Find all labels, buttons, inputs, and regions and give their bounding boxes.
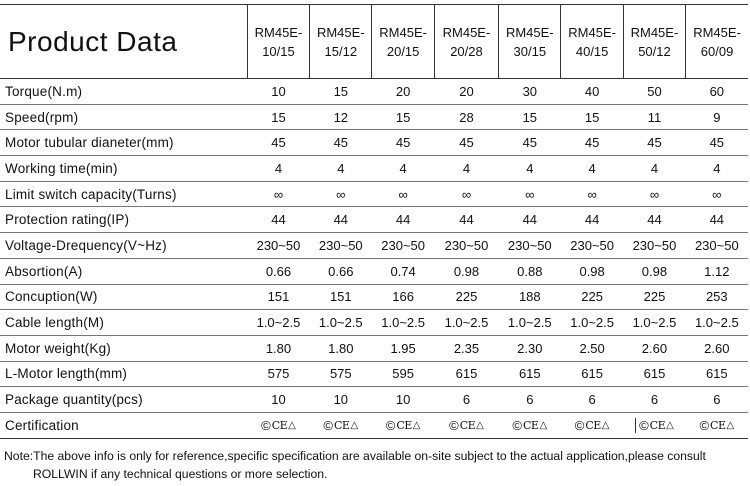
table-cell: 50 [623, 79, 685, 105]
table-cell: 44 [561, 207, 623, 233]
certification-marks-icon [635, 418, 674, 433]
model-series: RM45E- [693, 24, 741, 40]
ce-mark-icon: CE [710, 418, 726, 432]
row-label: Motor tubular dianeter(mm) [0, 130, 247, 156]
row-label: Speed(rpm) [0, 104, 247, 130]
ce-mark-icon: CE [459, 418, 476, 432]
table-cell: ∞ [310, 181, 372, 207]
table-cell: 230~50 [499, 233, 561, 259]
model-series: RM45E- [379, 24, 427, 40]
table-cell: 615 [561, 361, 623, 387]
model-series: RM45E- [568, 24, 616, 40]
model-header [372, 5, 434, 79]
table-cell: 15 [561, 104, 623, 130]
table-cell: 44 [499, 207, 561, 233]
certification-marks-icon [386, 418, 421, 433]
table-cell: 20 [372, 79, 434, 105]
certification-cell [247, 412, 309, 438]
table-cell: 1.0~2.5 [372, 310, 434, 336]
table-cell: ∞ [434, 181, 498, 207]
table-cell: 1.0~2.5 [561, 310, 623, 336]
ccc-mark-icon: © [323, 417, 334, 433]
table-row [0, 310, 748, 336]
row-label: Concuption(W) [0, 284, 247, 310]
table-cell: 45 [310, 130, 372, 156]
row-label: Protection rating(IP) [0, 207, 247, 233]
table-cell: 230~50 [434, 233, 498, 259]
certification-cell [561, 412, 623, 438]
table-cell: 1.0~2.5 [623, 310, 685, 336]
table-cell: 225 [623, 284, 685, 310]
ce-mark-icon: CE [334, 418, 350, 432]
model-spec: 15/12 [324, 43, 358, 59]
table-cell: 2.60 [686, 335, 748, 361]
ce-mark-icon: CE [649, 418, 666, 432]
ccc-mark-icon: © [512, 417, 523, 433]
certification-cell [434, 412, 498, 438]
table-cell: 60 [686, 79, 748, 105]
model-spec: 20/15 [386, 43, 420, 59]
ce-mark-icon: CE [271, 418, 288, 432]
table-cell: 12 [310, 104, 372, 130]
model-header [561, 5, 623, 79]
model-series: RM45E- [630, 24, 679, 40]
table-cell: 6 [434, 387, 498, 413]
table-cell: 40 [561, 79, 623, 105]
table-cell: 575 [310, 361, 372, 387]
table-cell: 4 [499, 156, 561, 182]
table-row [0, 156, 748, 182]
ce-mark-icon: CE [523, 418, 539, 432]
model-header [310, 5, 372, 79]
model-series: RM45E- [316, 24, 365, 40]
model-spec: 40/15 [575, 43, 609, 59]
table-cell: 188 [499, 284, 561, 310]
table-cell: 0.88 [499, 258, 561, 284]
table-row [0, 284, 748, 310]
triangle-mark-icon: △ [726, 419, 735, 431]
table-cell: 45 [686, 130, 748, 156]
table-cell: 230~50 [623, 233, 685, 259]
table-cell: 15 [499, 104, 561, 130]
table-cell: 230~50 [372, 233, 434, 259]
model-series: RM45E- [505, 24, 554, 40]
table-cell: 45 [499, 130, 561, 156]
table-cell: 225 [561, 284, 623, 310]
model-header [686, 5, 748, 79]
certification-marks-icon [575, 418, 610, 433]
triangle-mark-icon: △ [476, 419, 484, 431]
table-cell: 230~50 [561, 233, 623, 259]
certification-marks-icon [512, 418, 547, 433]
table-cell: 4 [247, 156, 309, 182]
table-title: Product Data [0, 5, 247, 79]
table-cell: ∞ [372, 181, 434, 207]
model-spec: 30/15 [513, 43, 547, 59]
ccc-mark-icon: © [639, 417, 649, 433]
footnote-line-1: Note:The above info is only for reference,specific specification are available on-site subject to the actual application,please consult [4, 449, 706, 463]
table-cell: 6 [623, 387, 685, 413]
row-label: Working time(min) [0, 156, 247, 182]
table-cell: 2.60 [623, 335, 685, 361]
table-cell: 1.80 [310, 335, 372, 361]
ccc-mark-icon: © [699, 417, 710, 433]
table-cell: 45 [623, 130, 685, 156]
triangle-mark-icon: △ [666, 419, 674, 431]
table-row [0, 258, 748, 284]
triangle-mark-icon: △ [412, 419, 421, 431]
model-spec: 20/28 [450, 43, 483, 59]
footnote [4, 447, 749, 483]
table-cell: ∞ [623, 181, 685, 207]
ccc-mark-icon: © [261, 417, 271, 433]
table-cell: 6 [686, 387, 748, 413]
table-cell: 20 [434, 79, 498, 105]
certification-cell [310, 412, 372, 438]
table-cell: 615 [499, 361, 561, 387]
table-cell: 4 [310, 156, 372, 182]
row-label: Limit switch capacity(Turns) [0, 181, 247, 207]
table-cell: 44 [686, 207, 748, 233]
certification-marks-icon [261, 418, 296, 433]
table-cell: 0.98 [561, 258, 623, 284]
table-row [0, 361, 748, 387]
table-cell: 6 [499, 387, 561, 413]
model-header [623, 5, 685, 79]
table-cell: 0.98 [623, 258, 685, 284]
ccc-mark-icon: © [385, 417, 396, 433]
table-cell: 1.0~2.5 [247, 310, 309, 336]
product-data-table [0, 4, 748, 439]
model-header [247, 5, 309, 79]
table-row [0, 207, 748, 233]
table-cell: 44 [310, 207, 372, 233]
table-cell: 230~50 [686, 233, 748, 259]
table-cell: ∞ [247, 181, 309, 207]
table-row [0, 387, 748, 413]
table-cell: 1.80 [247, 335, 309, 361]
table-cell: 615 [686, 361, 748, 387]
certification-row [0, 412, 748, 438]
model-header [499, 5, 561, 79]
row-label: Certification [0, 412, 247, 438]
table-cell: 44 [247, 207, 309, 233]
table-cell: 45 [247, 130, 309, 156]
certification-marks-icon [449, 418, 484, 433]
table-cell: 230~50 [310, 233, 372, 259]
table-cell: ∞ [499, 181, 561, 207]
footnote-line-2: ROLLWIN if any technical questions or more selection. [33, 467, 328, 481]
table-cell: 253 [686, 284, 748, 310]
table-cell: 230~50 [247, 233, 309, 259]
table-cell: 15 [372, 104, 434, 130]
table-cell: 45 [372, 130, 434, 156]
row-label: Absortion(A) [0, 258, 247, 284]
certification-cell [623, 412, 685, 438]
table-cell: 1.0~2.5 [310, 310, 372, 336]
table-cell: 4 [434, 156, 498, 182]
model-series: RM45E- [254, 24, 303, 40]
triangle-mark-icon: △ [539, 419, 548, 431]
table-cell: 44 [372, 207, 434, 233]
model-series: RM45E- [442, 24, 491, 40]
model-header [434, 5, 498, 79]
table-cell: 44 [434, 207, 498, 233]
table-cell: 10 [372, 387, 434, 413]
table-cell: 11 [623, 104, 685, 130]
table-cell: 45 [561, 130, 623, 156]
certification-marks-icon [699, 418, 734, 433]
table-cell: 615 [623, 361, 685, 387]
table-row [0, 335, 748, 361]
table-cell: 4 [372, 156, 434, 182]
table-cell: 4 [686, 156, 748, 182]
table-cell: 1.0~2.5 [686, 310, 748, 336]
ce-mark-icon: CE [585, 418, 601, 432]
table-cell: 575 [247, 361, 309, 387]
model-spec: 60/09 [700, 43, 734, 59]
row-label: Package quantity(pcs) [0, 387, 247, 413]
row-label: L-Motor length(mm) [0, 361, 247, 387]
table-cell: ∞ [561, 181, 623, 207]
table-cell: 0.98 [434, 258, 498, 284]
table-cell: 30 [499, 79, 561, 105]
table-cell: 10 [247, 387, 309, 413]
table-cell: 2.50 [561, 335, 623, 361]
table-row [0, 130, 748, 156]
row-label: Torque(N.m) [0, 79, 247, 105]
table-cell: 15 [247, 104, 309, 130]
table-cell: 1.0~2.5 [434, 310, 498, 336]
table-cell: 615 [434, 361, 498, 387]
table-cell: 4 [623, 156, 685, 182]
table-row [0, 79, 748, 105]
table-cell: 151 [310, 284, 372, 310]
ccc-mark-icon: © [449, 417, 459, 433]
triangle-mark-icon: △ [350, 419, 359, 431]
certification-cell [372, 412, 434, 438]
table-row [0, 181, 748, 207]
table-cell: 225 [434, 284, 498, 310]
table-cell: ∞ [686, 181, 748, 207]
table-cell: 28 [434, 104, 498, 130]
ce-mark-icon: CE [396, 418, 412, 432]
triangle-mark-icon: △ [601, 419, 610, 431]
model-spec: 10/15 [262, 43, 295, 59]
table-row [0, 233, 748, 259]
table-cell: 151 [247, 284, 309, 310]
table-cell: 2.35 [434, 335, 498, 361]
triangle-mark-icon: △ [288, 419, 296, 431]
table-cell: 1.95 [372, 335, 434, 361]
row-label: Motor weight(Kg) [0, 335, 247, 361]
table-cell: 595 [372, 361, 434, 387]
table-cell: 45 [434, 130, 498, 156]
table-row [0, 104, 748, 130]
certification-marks-icon [323, 418, 358, 433]
certification-cell [686, 412, 748, 438]
table-cell: 9 [686, 104, 748, 130]
table-cell: 0.66 [310, 258, 372, 284]
row-label: Voltage-Drequency(V~Hz) [0, 233, 247, 259]
table-cell: 0.74 [372, 258, 434, 284]
table-cell: 10 [247, 79, 309, 105]
header-row [0, 5, 748, 79]
table-cell: 0.66 [247, 258, 309, 284]
table-cell: 1.12 [686, 258, 748, 284]
table-cell: 10 [310, 387, 372, 413]
table-cell: 6 [561, 387, 623, 413]
table-cell: 4 [561, 156, 623, 182]
ccc-mark-icon: © [574, 417, 585, 433]
table-cell: 15 [310, 79, 372, 105]
certification-cell [499, 412, 561, 438]
table-cell: 2.30 [499, 335, 561, 361]
row-label: Cable length(M) [0, 310, 247, 336]
table-cell: 166 [372, 284, 434, 310]
table-cell: 1.0~2.5 [499, 310, 561, 336]
table-cell: 44 [623, 207, 685, 233]
model-spec: 50/12 [638, 43, 671, 59]
